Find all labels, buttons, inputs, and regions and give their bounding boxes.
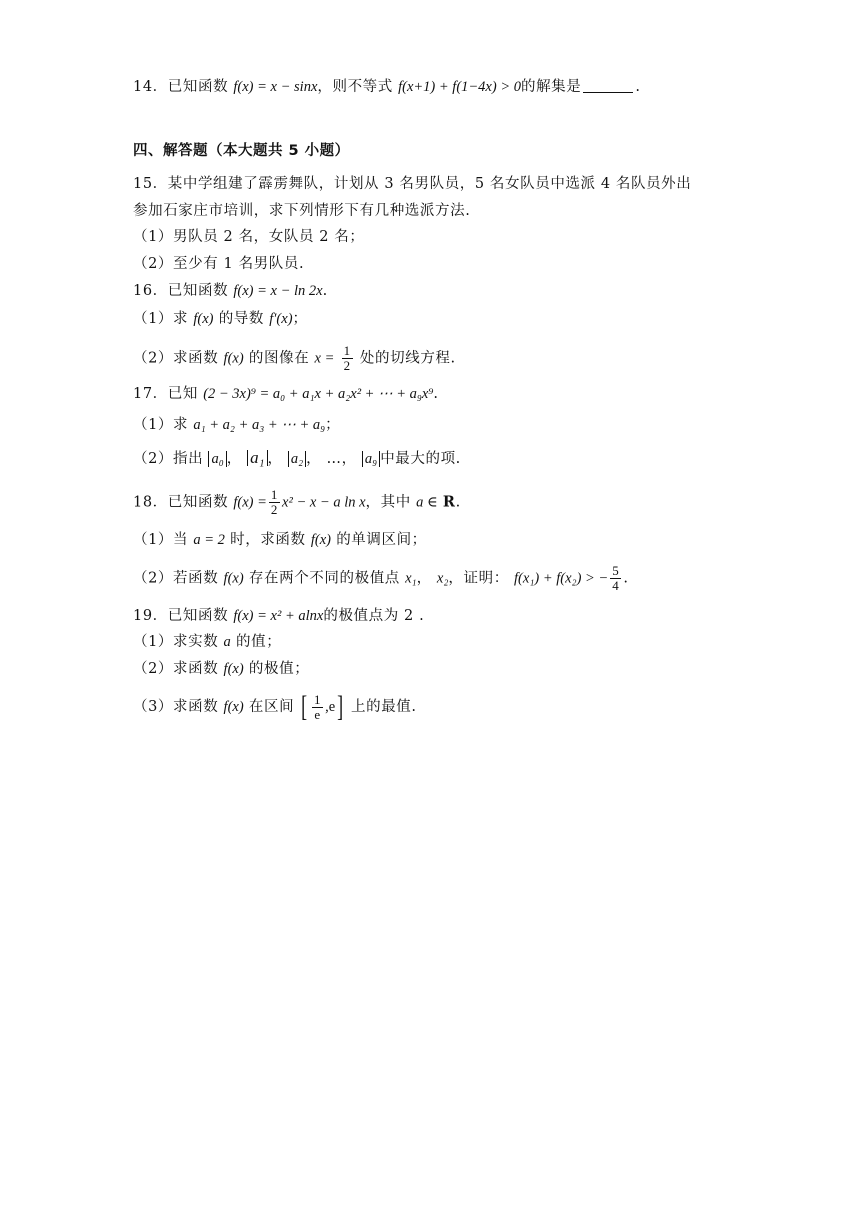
question-text: 的导数: [218, 311, 265, 327]
math-expression: f(x): [223, 570, 244, 587]
math-expression: f(x) = x − sinx: [233, 79, 318, 95]
absolute-value: a₂: [288, 451, 306, 467]
question-text: （1）求: [133, 417, 189, 433]
question-19-part-3: [133, 692, 417, 722]
question-15-part-2: （2）至少有 1 名男队员.: [133, 256, 305, 272]
absolute-value: a₁: [247, 450, 267, 466]
question-15-part-1: （1）男队员 2 名，女队员 2 名；: [133, 229, 365, 245]
question-18-part-2: [133, 564, 629, 593]
question-text: （2）求函数: [133, 661, 219, 677]
math-expression: ,e: [325, 699, 336, 715]
fraction-numerator: 5: [612, 563, 620, 578]
fraction: [342, 344, 353, 373]
question-number: 17．: [133, 386, 168, 402]
question-text: （1）当: [133, 532, 189, 548]
question-number: 16．: [133, 283, 168, 299]
question-text: .: [433, 386, 439, 402]
question-text: 的极值点为 2 .: [323, 608, 425, 624]
fraction-denominator: 4: [612, 578, 620, 593]
math-expression: a₁ + a₂ + a₃ + ⋯ + a₉: [193, 417, 326, 433]
right-bracket: ]: [337, 690, 344, 723]
math-expression: f(x): [223, 699, 244, 715]
question-text: 的单调区间；: [336, 532, 427, 548]
math-expression: x =: [314, 350, 335, 367]
math-expression: f(x) = x − ln 2x: [233, 283, 323, 299]
question-17-part-2: [133, 448, 461, 470]
math-expression: a ∈: [416, 494, 438, 511]
question-text: 的图像在: [248, 350, 310, 367]
question-text: .: [635, 79, 641, 95]
question-text: 处的切线方程.: [359, 350, 456, 367]
question-text: .: [623, 570, 629, 587]
question-text: （1）求: [133, 311, 189, 327]
question-text: 已知: [167, 386, 198, 402]
real-numbers-symbol: R: [442, 493, 456, 511]
math-expression: x² − x − a ln x: [282, 494, 366, 511]
question-text: ，: [416, 570, 432, 587]
question-16-part-1: [133, 308, 308, 330]
question-text: （2）指出: [133, 451, 204, 467]
question-text: ，证明：: [448, 570, 509, 587]
section-heading: 四、解答题（本大题共 5 小题）: [133, 143, 350, 159]
question-text: 已知函数: [167, 283, 229, 299]
question-text: 的极值；: [248, 661, 310, 677]
question-number: 18．: [133, 494, 168, 511]
question-text: （3）求函数: [133, 699, 219, 715]
question-text: ；: [325, 417, 341, 433]
question-text: 在区间: [248, 699, 295, 715]
question-15-line-1: 15．某中学组建了霹雳舞队，计划从 3 名男队员，5 名女队员中选派 4 名队员外出: [133, 176, 692, 192]
math-expression: f(x) = x² + alnx: [233, 608, 324, 624]
question-text: （2）求函数: [133, 350, 219, 367]
question-text: ，则不等式: [317, 79, 393, 95]
math-expression: f′(x): [269, 311, 293, 327]
absolute-value: a₉: [362, 451, 380, 467]
question-number: 19．: [133, 608, 168, 624]
math-expression: f(x₁) + f(x₂) > −: [514, 570, 609, 587]
question-16: [133, 280, 328, 302]
question-text: 存在两个不同的极值点: [248, 570, 400, 587]
fraction-numerator: 1: [270, 487, 279, 502]
math-expression: a = 2: [193, 532, 225, 548]
question-17-part-1: [133, 414, 340, 436]
question-18: [133, 488, 461, 517]
separator: ，: [267, 451, 283, 467]
question-text: 时，求函数: [230, 532, 306, 548]
question-text: （2）若函数: [133, 570, 219, 587]
math-expression: f(x) =: [233, 494, 267, 511]
fraction: [610, 564, 621, 593]
question-text: 已知函数: [167, 79, 229, 95]
fraction: [312, 693, 323, 722]
question-text: 的值；: [236, 634, 282, 650]
left-bracket: [: [301, 690, 308, 723]
ellipsis: …: [326, 451, 342, 467]
fraction-denominator: e: [314, 706, 321, 722]
question-18-part-1: [133, 529, 427, 551]
question-14: [133, 76, 641, 98]
math-expression: x₂: [436, 570, 449, 587]
question-text: ；: [292, 311, 308, 327]
math-expression: f(x+1) + f(1−4x) > 0: [398, 79, 521, 95]
question-text: 已知函数: [167, 608, 229, 624]
fraction-denominator: 2: [270, 502, 279, 517]
fraction-numerator: 1: [343, 343, 351, 358]
question-16-part-2: [133, 344, 456, 373]
fraction: [269, 488, 280, 517]
math-expression: f(x): [223, 661, 244, 677]
question-text: 中最大的项.: [380, 451, 461, 467]
question-17: [133, 383, 439, 405]
fraction-denominator: 2: [343, 358, 351, 373]
absolute-value: a₀: [208, 451, 226, 467]
question-text: .: [455, 494, 461, 511]
separator: ，: [306, 451, 322, 467]
math-expression: f(x): [193, 311, 214, 327]
question-text: （1）求实数: [133, 634, 219, 650]
math-expression: a: [223, 634, 231, 650]
question-19: [133, 605, 424, 627]
fraction-numerator: 1: [314, 691, 322, 707]
question-number: 14．: [133, 79, 168, 95]
separator: ，: [341, 451, 357, 467]
question-text: 上的最值.: [351, 699, 417, 715]
math-expression: (2 − 3x)⁹ = a₀ + a₁x + a₂x² + ⋯ + a₉x⁹: [203, 386, 434, 402]
question-19-part-1: [133, 631, 281, 653]
question-19-part-2: [133, 658, 309, 680]
math-expression: f(x): [310, 532, 331, 548]
answer-blank: [583, 78, 633, 93]
question-text: .: [322, 283, 328, 299]
question-text: ，其中: [365, 494, 411, 511]
separator: ，: [226, 451, 242, 467]
math-expression: f(x): [223, 350, 244, 367]
question-text: 的解集是: [520, 79, 582, 95]
question-15-line-2: 参加石家庄市培训，求下列情形下有几种选派方法.: [133, 203, 471, 219]
math-expression: x₁: [405, 570, 417, 587]
question-text: 已知函数: [167, 494, 229, 511]
